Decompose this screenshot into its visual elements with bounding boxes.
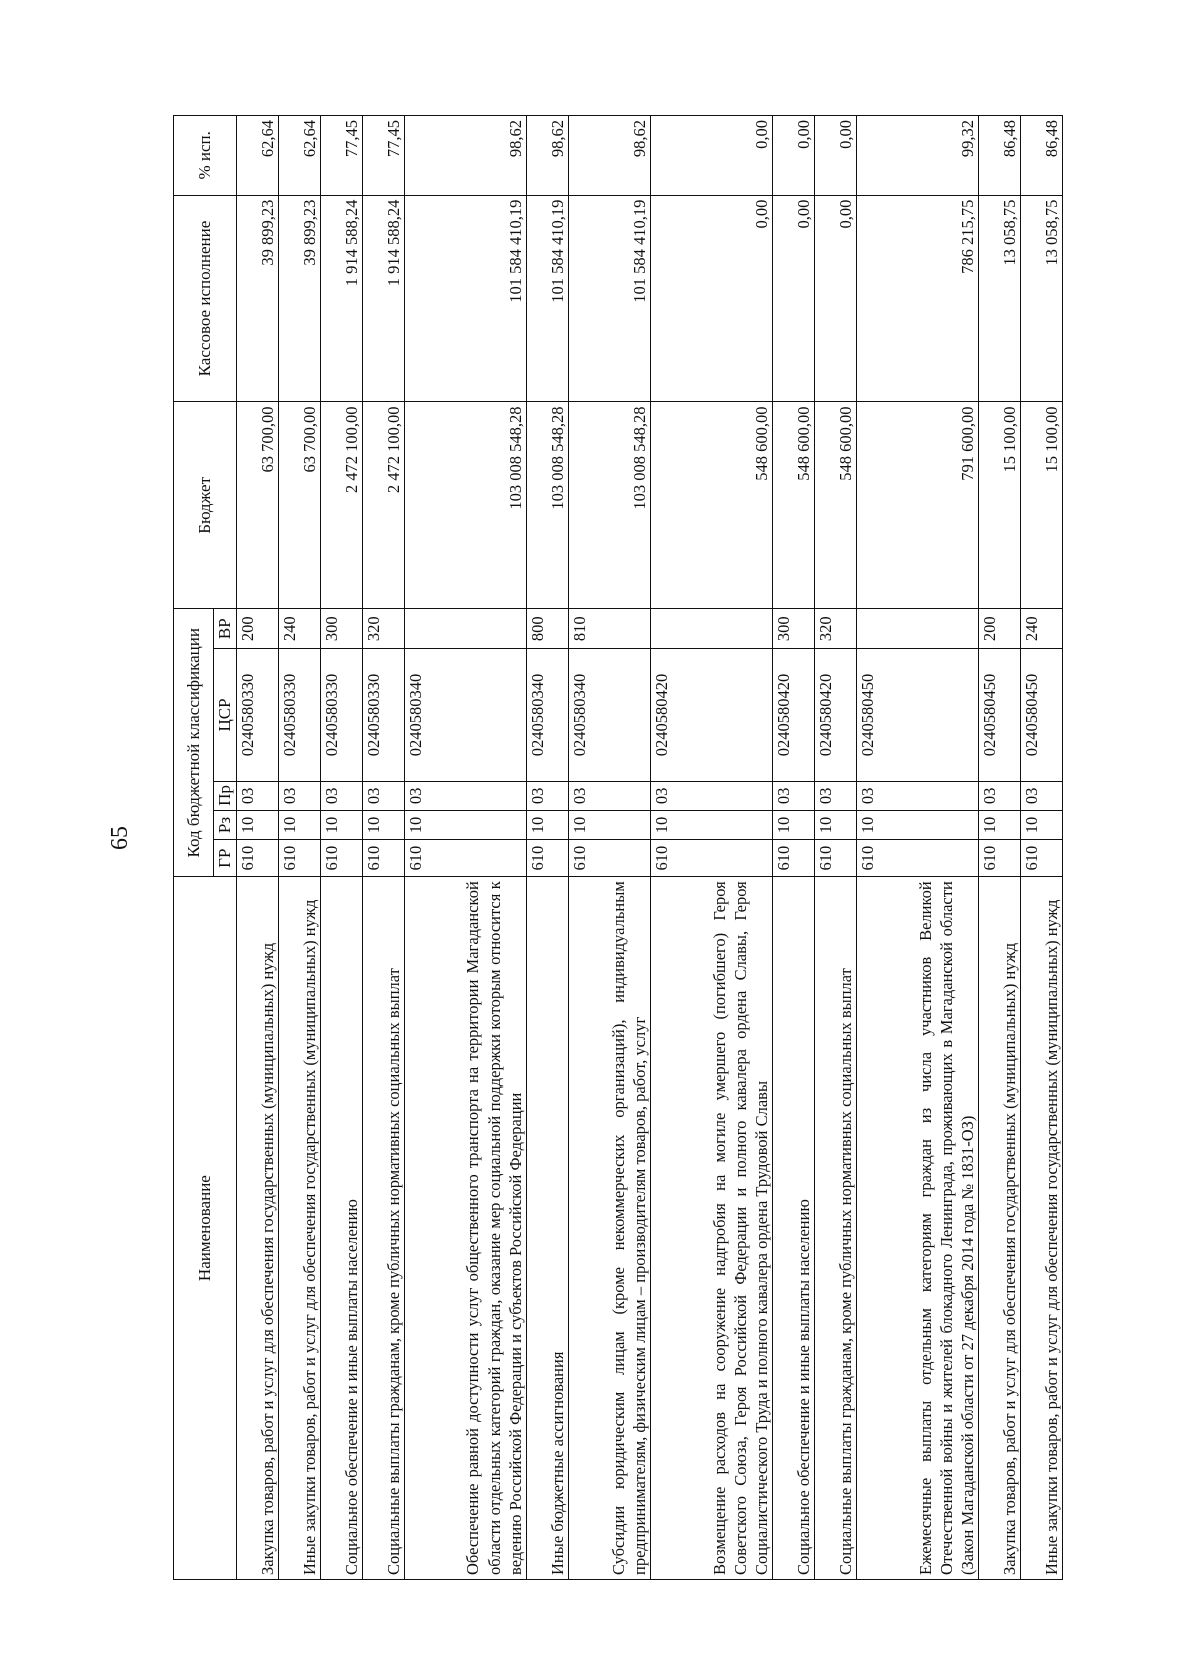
row-pr: 03: [856, 781, 978, 810]
table-row: [526, 116, 568, 1580]
row-pr: 03: [236, 781, 278, 810]
table-row: [568, 116, 650, 1580]
row-pr: 03: [568, 781, 650, 810]
row-name: Социальные выплаты гражданам, кроме публичных нормативных социальных выплат: [814, 877, 856, 1580]
row-rz: 10: [814, 810, 856, 839]
row-vr: 800: [526, 609, 568, 649]
row-gr: 610: [526, 840, 568, 877]
row-gr: 610: [814, 840, 856, 877]
row-name: Обеспечение равной доступности услуг общественного транспорта на территории Магаданской области отдельных категорий граждан, оказание мер социальной поддержки которым относится к ведению Российской Федерации и субъектов Российской Федерации: [404, 877, 526, 1580]
row-csr: 0240580340: [526, 649, 568, 782]
row-cash: 0,00: [772, 195, 814, 402]
row-budget: 103 008 548,28: [568, 402, 650, 609]
row-cash: 13 058,75: [1020, 195, 1062, 402]
row-rz: 10: [320, 810, 362, 839]
row-percent: 77,45: [320, 116, 362, 196]
row-name: Закупка товаров, работ и услуг для обеспечения государственных (муниципальных) нужд: [236, 877, 278, 1580]
row-pr: 03: [1020, 781, 1062, 810]
header-rz: Рз: [214, 810, 237, 839]
row-gr: 610: [320, 840, 362, 877]
row-vr: 200: [978, 609, 1020, 649]
row-pr: 03: [814, 781, 856, 810]
row-cash: 0,00: [814, 195, 856, 402]
row-cash: 1 914 588,24: [320, 195, 362, 402]
table-row: [650, 116, 772, 1580]
row-csr: 0240580340: [404, 649, 526, 782]
row-csr: 0240580340: [568, 649, 650, 782]
row-cash: 101 584 410,19: [568, 195, 650, 402]
row-csr: 0240580330: [236, 649, 278, 782]
rotated-table-wrapper: [173, 115, 1063, 1580]
row-name: Возмещение расходов на сооружение надгробия на могиле умершего (погибшего) Героя Советского Союза, Героя Российской Федерации и полного кавалера ордена Славы, Героя Социалистического Труда и полного кавалера ордена Трудовой Славы: [650, 877, 772, 1580]
row-vr: [404, 609, 526, 649]
row-budget: 548 600,00: [772, 402, 814, 609]
row-rz: 10: [650, 810, 772, 839]
row-name: Ежемесячные выплаты отдельным категориям граждан из числа участников Великой Отечественной войны и жителей блокадного Ленинграда, проживающих в Магаданской области (Закон Магаданской области от 27 декабря 2014 года № 1831-ОЗ): [856, 877, 978, 1580]
table-row: [772, 116, 814, 1580]
row-vr: 320: [362, 609, 404, 649]
row-pr: 03: [978, 781, 1020, 810]
header-code-group: Код бюджетной классификации: [174, 609, 214, 877]
row-pr: 03: [278, 781, 320, 810]
row-budget: 103 008 548,28: [404, 402, 526, 609]
row-rz: 10: [1020, 810, 1062, 839]
row-name: Субсидии юридическим лицам (кроме некоммерческих организаций), индивидуальным предпринимателям, физическим лицам – производителям товаров, работ, услуг: [568, 877, 650, 1580]
row-gr: 610: [1020, 840, 1062, 877]
table-row: [978, 116, 1020, 1580]
row-csr: 0240580330: [320, 649, 362, 782]
row-pr: 03: [526, 781, 568, 810]
row-vr: 240: [278, 609, 320, 649]
row-pr: 03: [772, 781, 814, 810]
row-budget: 15 100,00: [978, 402, 1020, 609]
row-budget: 791 600,00: [856, 402, 978, 609]
row-cash: 101 584 410,19: [526, 195, 568, 402]
row-csr: 0240580450: [856, 649, 978, 782]
row-budget: 548 600,00: [814, 402, 856, 609]
row-gr: 610: [236, 840, 278, 877]
row-name: Иные закупки товаров, работ и услуг для обеспечения государственных (муниципальных) нужд: [1020, 877, 1062, 1580]
row-percent: 0,00: [772, 116, 814, 196]
row-budget: 2 472 100,00: [362, 402, 404, 609]
row-gr: 610: [362, 840, 404, 877]
row-percent: 62,64: [278, 116, 320, 196]
header-budget: Бюджет: [174, 402, 237, 609]
row-csr: 0240580450: [978, 649, 1020, 782]
row-cash: 0,00: [650, 195, 772, 402]
row-percent: 98,62: [526, 116, 568, 196]
row-cash: 786 215,75: [856, 195, 978, 402]
table-row: [278, 116, 320, 1580]
row-cash: 101 584 410,19: [404, 195, 526, 402]
row-pr: 03: [362, 781, 404, 810]
row-name: Социальное обеспечение и иные выплаты населению: [320, 877, 362, 1580]
row-percent: 62,64: [236, 116, 278, 196]
header-gr: ГР: [214, 840, 237, 877]
row-percent: 0,00: [814, 116, 856, 196]
row-rz: 10: [278, 810, 320, 839]
table-row: [404, 116, 526, 1580]
row-csr: 0240580450: [1020, 649, 1062, 782]
table-row: [320, 116, 362, 1580]
row-name: Социальное обеспечение и иные выплаты населению: [772, 877, 814, 1580]
row-percent: 99,32: [856, 116, 978, 196]
row-gr: 610: [568, 840, 650, 877]
header-name: Наименование: [174, 877, 237, 1580]
row-percent: 77,45: [362, 116, 404, 196]
row-csr: 0240580420: [650, 649, 772, 782]
row-csr: 0240580330: [278, 649, 320, 782]
row-vr: 320: [814, 609, 856, 649]
row-csr: 0240580420: [772, 649, 814, 782]
row-vr: [856, 609, 978, 649]
row-budget: 15 100,00: [1020, 402, 1062, 609]
row-rz: 10: [404, 810, 526, 839]
row-percent: 0,00: [650, 116, 772, 196]
row-rz: 10: [526, 810, 568, 839]
header-csr: ЦСР: [214, 649, 237, 782]
header-pr: Пр: [214, 781, 237, 810]
row-rz: 10: [236, 810, 278, 839]
table-row: [814, 116, 856, 1580]
header-cash: Кассовое исполнение: [174, 195, 237, 402]
row-budget: 103 008 548,28: [526, 402, 568, 609]
row-pr: 03: [404, 781, 526, 810]
table-row: [856, 116, 978, 1580]
row-rz: 10: [568, 810, 650, 839]
table-row: [1020, 116, 1062, 1580]
row-name: Иные бюджетные ассигнования: [526, 877, 568, 1580]
row-pr: 03: [650, 781, 772, 810]
row-percent: 86,48: [1020, 116, 1062, 196]
row-budget: 548 600,00: [650, 402, 772, 609]
row-rz: 10: [362, 810, 404, 839]
row-vr: 240: [1020, 609, 1062, 649]
row-csr: 0240580420: [814, 649, 856, 782]
row-gr: 610: [856, 840, 978, 877]
row-gr: 610: [772, 840, 814, 877]
row-budget: 63 700,00: [278, 402, 320, 609]
row-cash: 39 899,23: [278, 195, 320, 402]
row-vr: [650, 609, 772, 649]
row-gr: 610: [650, 840, 772, 877]
table-row: [236, 116, 278, 1580]
row-percent: 98,62: [404, 116, 526, 196]
row-percent: 86,48: [978, 116, 1020, 196]
row-rz: 10: [772, 810, 814, 839]
row-gr: 610: [404, 840, 526, 877]
row-name: Социальные выплаты гражданам, кроме публичных нормативных социальных выплат: [362, 877, 404, 1580]
row-vr: 300: [772, 609, 814, 649]
row-gr: 610: [278, 840, 320, 877]
header-vr: ВР: [214, 609, 237, 649]
page-number: 65: [107, 826, 133, 850]
row-budget: 63 700,00: [236, 402, 278, 609]
table-row: [362, 116, 404, 1580]
row-vr: 200: [236, 609, 278, 649]
row-name: Иные закупки товаров, работ и услуг для обеспечения государственных (муниципальных) нужд: [278, 877, 320, 1580]
row-pr: 03: [320, 781, 362, 810]
header-percent: % исп.: [174, 116, 237, 196]
budget-table: [173, 115, 1063, 1580]
row-name: Закупка товаров, работ и услуг для обеспечения государственных (муниципальных) нужд: [978, 877, 1020, 1580]
row-budget: 2 472 100,00: [320, 402, 362, 609]
row-rz: 10: [856, 810, 978, 839]
row-csr: 0240580330: [362, 649, 404, 782]
row-cash: 39 899,23: [236, 195, 278, 402]
row-percent: 98,62: [568, 116, 650, 196]
row-cash: 13 058,75: [978, 195, 1020, 402]
row-rz: 10: [978, 810, 1020, 839]
row-cash: 1 914 588,24: [362, 195, 404, 402]
row-vr: 300: [320, 609, 362, 649]
row-gr: 610: [978, 840, 1020, 877]
row-vr: 810: [568, 609, 650, 649]
